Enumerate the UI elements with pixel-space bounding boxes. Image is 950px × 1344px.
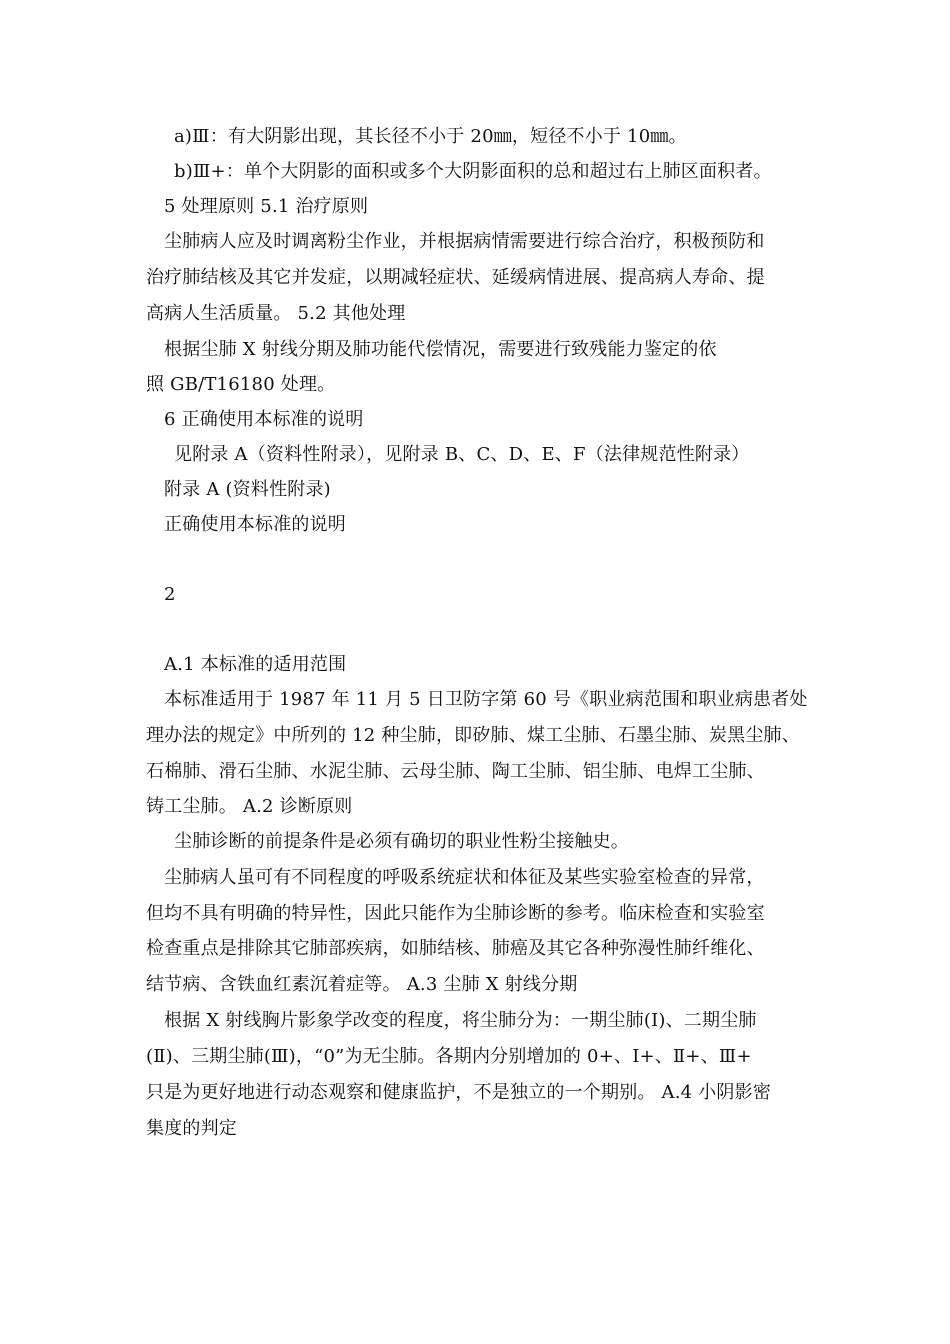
- paragraph-line: 铸工尘肺。 A.2 诊断原则: [146, 796, 353, 817]
- paragraph-line: 只是为更好地进行动态观察和健康监护，不是独立的一个期别。 A.4 小阴影密: [146, 1082, 772, 1103]
- appendix-title: 正确使用本标准的说明: [164, 514, 346, 535]
- paragraph-line: 结节病、含铁血红素沉着症等。 A.3 尘肺 X 射线分期: [146, 974, 578, 995]
- text-line-item-a: a)Ⅲ：有大阴影出现，其长径不小于 20㎜，短径不小于 10㎜。: [174, 126, 687, 147]
- section-heading-6: 6 正确使用本标准的说明: [164, 409, 364, 430]
- paragraph-line: 见附录 A（资料性附录），见附录 B、C、D、E、F（法律规范性附录）: [174, 444, 750, 465]
- paragraph-line: 治疗肺结核及其它并发症，以期减轻症状、延缓病情进展、提高病人寿命、提: [146, 267, 765, 288]
- paragraph-line: (Ⅱ)、三期尘肺(Ⅲ)，“0”为无尘肺。各期内分别增加的 0+、Ⅰ+、Ⅱ+、Ⅲ+: [146, 1046, 752, 1067]
- section-heading-a1: A.1 本标准的适用范围: [164, 654, 347, 675]
- appendix-heading: 附录 A (资料性附录): [164, 479, 331, 500]
- paragraph-line: 理办法的规定》中所列的 12 种尘肺，即矽肺、煤工尘肺、石墨尘肺、炭黑尘肺、: [146, 725, 800, 746]
- paragraph-line: 石棉肺、滑石尘肺、水泥尘肺、云母尘肺、陶工尘肺、铝尘肺、电焊工尘肺、: [146, 761, 765, 782]
- text-line-item-b: b)Ⅲ+：单个大阴影的面积或多个大阴影面积的总和超过右上肺区面积者。: [174, 161, 772, 182]
- paragraph-line: 尘肺病人虽可有不同程度的呼吸系统症状和体征及某些实验室检查的异常，: [164, 867, 765, 888]
- paragraph-line: 尘肺诊断的前提条件是必须有确切的职业性粉尘接触史。: [174, 831, 629, 852]
- paragraph-line: 尘肺病人应及时调离粉尘作业，并根据病情需要进行综合治疗，积极预防和: [164, 231, 765, 252]
- page-number: 2: [164, 584, 176, 605]
- paragraph-line: 本标准适用于 1987 年 11 月 5 日卫防字第 60 号《职业病范围和职业病患者处: [164, 689, 808, 710]
- section-heading-5: 5 处理原则 5.1 治疗原则: [164, 196, 369, 217]
- paragraph-line: 根据 X 射线胸片影象学改变的程度，将尘肺分为：一期尘肺(Ⅰ)、二期尘肺: [164, 1010, 757, 1031]
- paragraph-line: 照 GB/T16180 处理。: [146, 374, 336, 395]
- paragraph-line: 但均不具有明确的特异性，因此只能作为尘肺诊断的参考。临床检查和实验室: [146, 903, 765, 924]
- paragraph-line: 根据尘肺 X 射线分期及肺功能代偿情况，需要进行致残能力鉴定的依: [164, 339, 717, 360]
- paragraph-line: 检查重点是排除其它肺部疾病，如肺结核、肺癌及其它各种弥漫性肺纤维化、: [146, 938, 765, 959]
- paragraph-line: 高病人生活质量。 5.2 其他处理: [146, 303, 406, 324]
- paragraph-line: 集度的判定: [146, 1118, 237, 1139]
